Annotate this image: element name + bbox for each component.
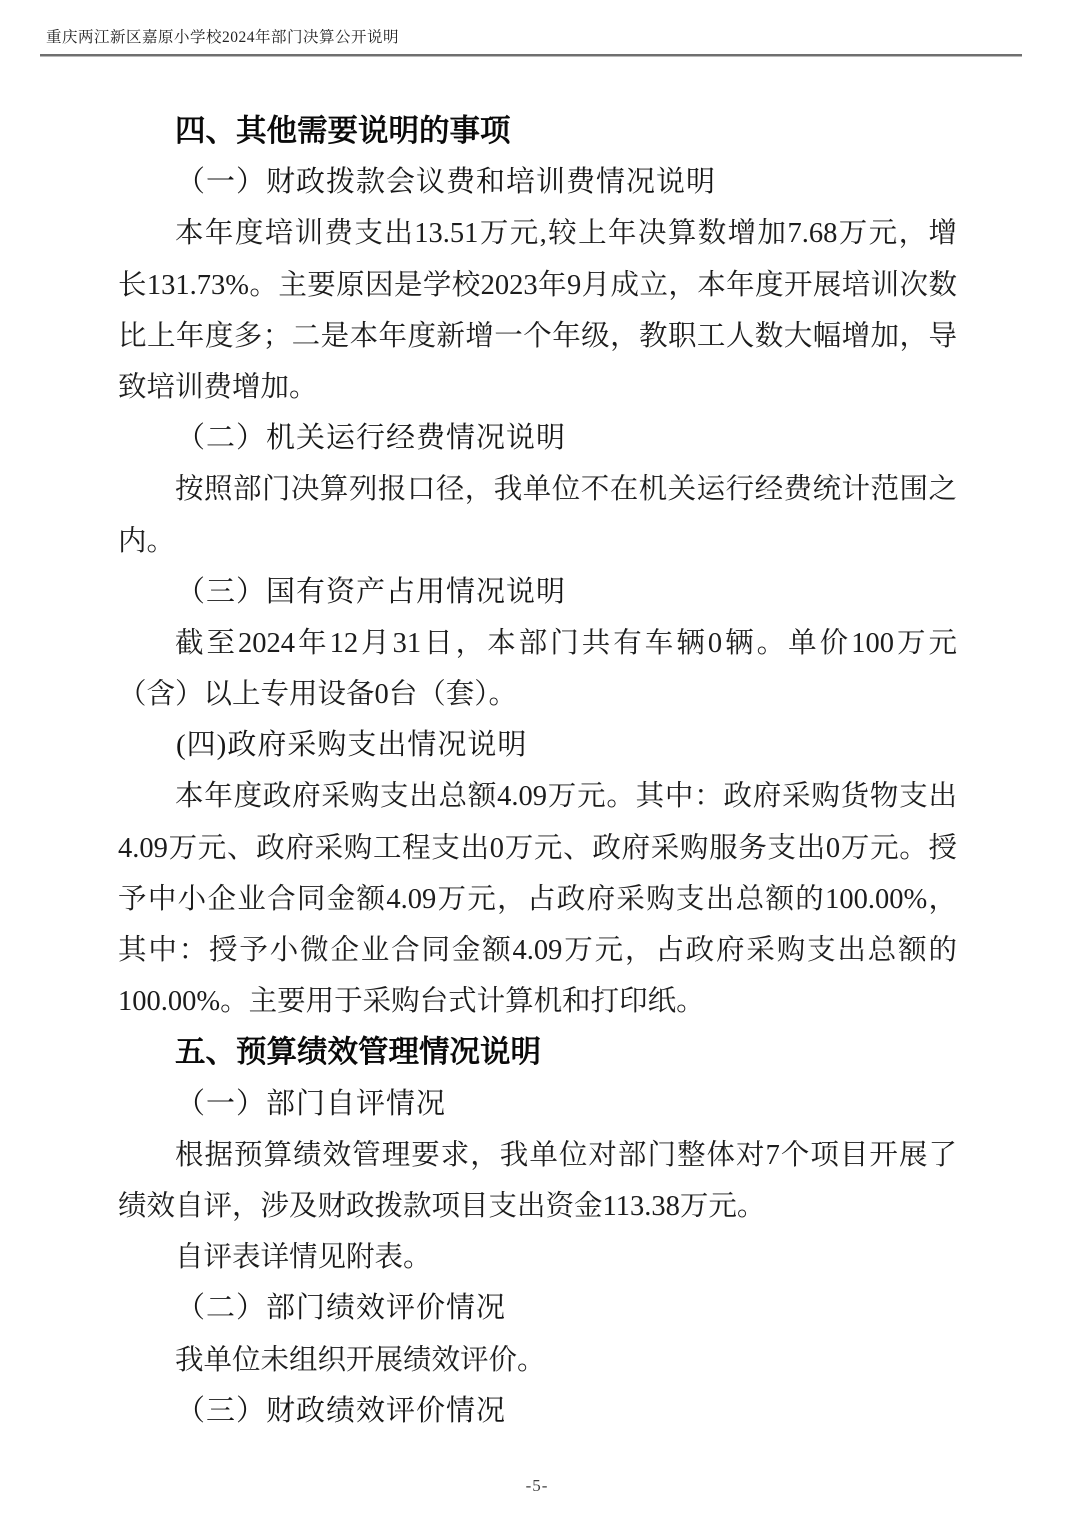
- paragraph-line: （含）以上专用设备0台（套）。: [118, 679, 518, 711]
- paragraph-line: 100.00%。主要用于采购台式计算机和打印纸。: [118, 986, 705, 1018]
- page-header: [40, 28, 1022, 57]
- paragraph-line: 致培训费增加。: [118, 371, 318, 403]
- subsection-heading: (四)政府采购支出情况说明: [176, 729, 528, 762]
- subsection-heading: （一）部门自评情况: [176, 1087, 447, 1120]
- section-heading: 五、预算绩效管理情况说明: [175, 1035, 541, 1070]
- paragraph-line: 本年度培训费支出13.51万元,较上年决算数增加7.68万元，增: [175, 218, 957, 250]
- subsection-heading: （二）部门绩效评价情况: [176, 1292, 507, 1325]
- paragraph-line: 自评表详情见附表。: [175, 1242, 432, 1274]
- paragraph-line: 根据预算绩效管理要求，我单位对部门整体对7个项目开展了: [175, 1139, 957, 1171]
- header-title: 重庆两江新区嘉原小学校2024年部门决算公开说明: [46, 29, 400, 46]
- paragraph-line: 其中：授予小微企业合同金额4.09万元，占政府采购支出总额的: [118, 935, 957, 966]
- subsection-heading: （二）机关运行经费情况说明: [176, 422, 567, 455]
- subsection-heading: （三）国有资产占用情况说明: [176, 575, 567, 608]
- paragraph-line: 予中小企业合同金额4.09万元，占政府采购支出总额的100.00%，: [118, 883, 957, 915]
- paragraph-line: 按照部门决算列报口径，我单位不在机关运行经费统计范围之: [175, 474, 957, 506]
- page-number: -5-: [525, 1476, 549, 1495]
- paragraph-line: 本年度政府采购支出总额4.09万元。其中：政府采购货物支出: [175, 781, 957, 813]
- section-heading: 四、其他需要说明的事项: [175, 114, 511, 148]
- paragraph-line: 长131.73%。主要原因是学校2023年9月成立，本年度开展培训次数: [118, 269, 957, 301]
- subsection-heading: （三）财政绩效评价情况: [176, 1394, 507, 1427]
- paragraph-line: 绩效自评，涉及财政拨款项目支出资金113.38万元。: [118, 1190, 766, 1222]
- header-rule: [40, 54, 1022, 57]
- paragraph-line: 我单位未组织开展绩效评价。: [175, 1344, 546, 1376]
- paragraph-line: 比上年度多；二是本年度新增一个年级，教职工人数大幅增加，导: [118, 320, 957, 352]
- paragraph-line: 内。: [118, 525, 176, 557]
- subsection-heading: （一）财政拨款会议费和培训费情况说明: [176, 166, 717, 199]
- paragraph-line: 4.09万元、政府采购工程支出0万元、政府采购服务支出0万元。授: [118, 832, 957, 864]
- paragraph-line: 截至2024年12月31日，本部门共有车辆0辆。单价100万元: [175, 627, 957, 659]
- document-body: [118, 106, 957, 1437]
